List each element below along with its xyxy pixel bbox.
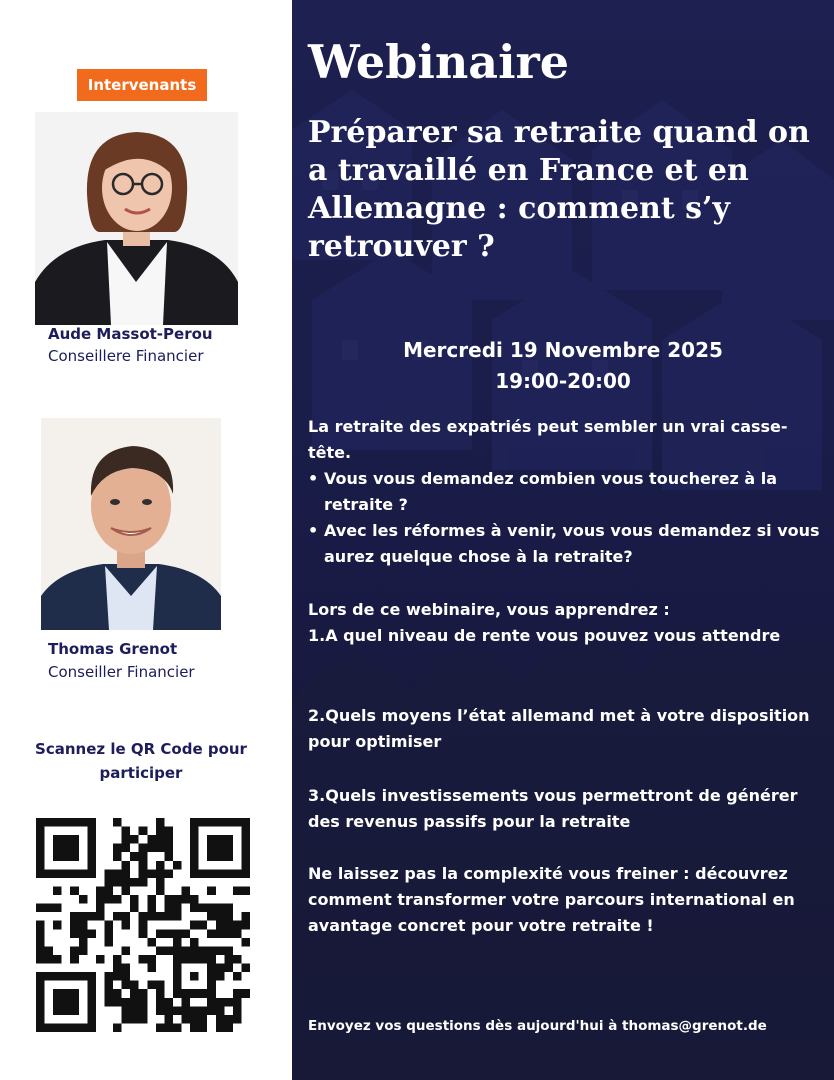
speaker-photo-thomas	[41, 418, 221, 630]
speaker-name: Thomas Grenot	[48, 640, 178, 658]
speaker-role: Conseiller Financier	[48, 663, 195, 681]
speaker-photo-aude	[35, 112, 238, 325]
learning-lead: Lors de ce webinaire, vous apprendrez :	[308, 600, 670, 619]
learning-point: 2.Quels moyens l’état allemand met à votre disposition pour optimiser	[308, 706, 810, 751]
event-subtitle: Préparer sa retraite quand on a travaillé en France et en Allemagne : comment s’y retrouver ?	[308, 115, 810, 264]
speakers-column	[0, 0, 292, 1080]
closing-text: Ne laissez pas la complexité vous freiner : découvrez comment transformer votre parcours international en avantage concret pour votre retraite !	[308, 864, 795, 935]
learning-point: 1.A quel niveau de rente vous pouvez vous attendre	[308, 626, 781, 645]
speaker-name: Aude Massot-Perou	[48, 325, 213, 343]
learning-point: 3.Quels investissements vous permettront de générer des revenus passifs pour la retraite	[308, 786, 798, 831]
event-intro: La retraite des expatriés peut sembler un vrai casse-tête.	[308, 417, 788, 462]
event-datetime	[292, 335, 834, 397]
contact-footer[interactable]: Envoyez vos questions dès aujourd'hui à thomas@grenot.de	[308, 1018, 767, 1034]
event-content	[292, 0, 834, 1080]
event-date: Mercredi 19 Novembre 2025	[403, 338, 723, 362]
question-list	[308, 466, 820, 570]
event-panel	[292, 0, 834, 1080]
qr-code[interactable]	[36, 818, 250, 1032]
qr-caption: Scannez le QR Code pour participer	[35, 740, 247, 782]
speaker-role: Conseillere Financier	[48, 347, 204, 365]
list-item: • Avec les réformes à venir, vous vous demandez si vous aurez quelque chose à la retraite?	[308, 518, 820, 570]
event-title: Webinaire	[308, 35, 570, 89]
list-item: • Vous vous demandez combien vous toucherez à la retraite ?	[308, 466, 820, 518]
event-time: 19:00-20:00	[495, 369, 631, 393]
speakers-badge: Intervenants	[77, 69, 207, 101]
